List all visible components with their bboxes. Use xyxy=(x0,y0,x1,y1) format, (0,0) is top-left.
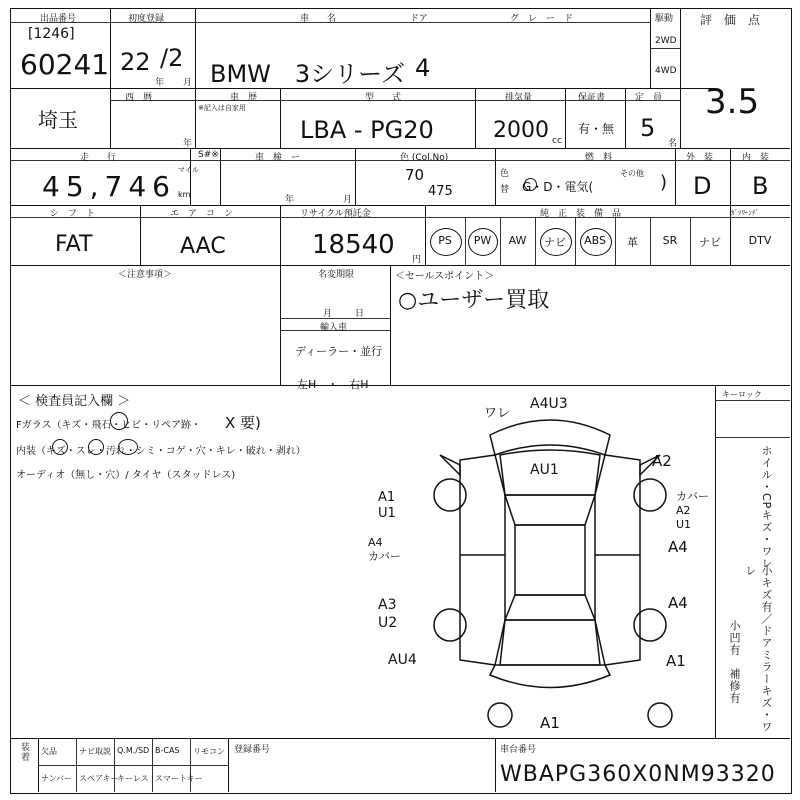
prefecture: 埼玉 xyxy=(38,108,78,132)
name-change-label: 名変期限 xyxy=(318,270,355,280)
door-label: ドア xyxy=(410,14,428,24)
car-diagram xyxy=(420,395,680,735)
drive-4wd: 4WD xyxy=(655,66,677,76)
first-reg-year: 22 xyxy=(120,48,151,76)
footer-remote: リモコン xyxy=(193,747,225,756)
footer-side-label: 装着 xyxy=(19,742,29,762)
notes-label: ＜注意事項＞ xyxy=(118,270,173,280)
footer-navi-manual: ナビ取説 xyxy=(79,747,111,756)
car-name: BMW 3シリーズ xyxy=(210,60,405,88)
interior-line: 内装（キズ・スレ・汚れ・シミ・コゲ・穴・キレ・破れ・剥れ） xyxy=(16,446,306,457)
equip-ps-circle xyxy=(430,228,462,256)
displacement-label: 排気量 xyxy=(505,93,533,103)
note-a4u3: A4U3 xyxy=(530,396,568,412)
equip-sr: SR xyxy=(662,234,678,247)
month-unit: 月 xyxy=(323,309,333,319)
note-cover: カバー A2 U1 xyxy=(676,490,709,531)
year-unit: 年 xyxy=(183,139,193,149)
mile-label: マイル xyxy=(178,166,199,174)
eval-label: 評 価 点 xyxy=(700,13,761,27)
day-unit: 日 xyxy=(355,309,365,319)
note-a1-bottom: A1 xyxy=(540,714,560,732)
glass-chip-circle xyxy=(110,412,128,430)
color-change-label: 色替 xyxy=(500,169,510,195)
keylock-label: キーロック xyxy=(722,390,762,399)
capacity: 5 xyxy=(640,114,656,142)
row-divider xyxy=(10,265,790,266)
note-au4: AU4 xyxy=(388,652,417,668)
western-label: 西 暦 xyxy=(125,93,153,103)
drive-label: 駆動 xyxy=(655,14,674,24)
equip-aw: AW xyxy=(508,234,527,247)
footer-qm-sd: Q.M./SD xyxy=(117,746,150,755)
side-note-3: 小凹有 補修有 xyxy=(728,620,741,704)
note-a4-right-2: A4 xyxy=(668,594,688,612)
month-unit: 月 xyxy=(343,195,353,205)
recycle-fee: 18540 xyxy=(312,230,395,260)
footer-missing: 欠品 xyxy=(41,747,57,756)
s-label: S#※ xyxy=(198,150,219,160)
equip-navi: ナビ xyxy=(544,236,566,249)
sales-point-label: ＜セールスポイント＞ xyxy=(395,271,495,282)
footer-smart-key: スマートキー xyxy=(155,774,203,783)
inspector-title: ＜ 検査員記入欄 ＞ xyxy=(18,394,131,409)
equipment-label: 純 正 装 備 品 xyxy=(540,209,622,219)
month-unit: 月 xyxy=(183,78,193,88)
year-unit: 年 xyxy=(285,195,295,205)
interior-stain-circle xyxy=(118,439,138,455)
model-code: LBA - PG20 xyxy=(300,116,434,144)
side-note-1: ホイル・CPキズ・ワレ xyxy=(760,445,773,570)
air-conditioner: AAC xyxy=(180,234,226,259)
warranty-label: 保証書 xyxy=(578,93,606,103)
km-label: km xyxy=(178,190,191,199)
sales-point: ○ユーザー買取 xyxy=(398,288,550,313)
row-divider xyxy=(10,738,790,739)
equip-navi-circle xyxy=(540,228,572,256)
gasoline-circle xyxy=(524,178,537,191)
footer-bcas: B-CAS xyxy=(155,746,180,755)
exterior-label: 外 装 xyxy=(686,153,714,163)
note-a1-right: A1 xyxy=(666,652,686,670)
color-label: 色 (Col.No) xyxy=(400,153,449,163)
color-code-alt: 475 xyxy=(428,184,453,199)
chassis-label: 車台番号 xyxy=(500,745,537,755)
note-a4-cover: A4 カバー xyxy=(368,536,401,563)
equip-pw: PW xyxy=(473,234,492,247)
lot-number: 60241 xyxy=(20,48,110,81)
cc-unit: cc xyxy=(552,136,562,146)
warranty-options: 有・無 xyxy=(578,122,615,136)
capacity-label: 定 員 xyxy=(635,93,663,103)
equip-leather: 革 xyxy=(627,236,638,249)
note-crack: ワレ xyxy=(484,406,511,421)
note-a3u2: A3 U2 xyxy=(378,597,398,631)
exterior-grade: D xyxy=(693,172,712,200)
ac-label: エ ア コ ン xyxy=(170,209,234,219)
mileage-label: 走 行 xyxy=(80,153,117,163)
lot-label: 出品番号 xyxy=(40,14,77,24)
lot-sub: [1246] xyxy=(28,26,75,42)
shift: FAT xyxy=(55,232,93,257)
interior-label: 内 装 xyxy=(742,153,770,163)
row-divider xyxy=(10,385,790,386)
shift-label: シ フ ト xyxy=(50,209,96,219)
chassis-number: WBAPG360X0NM93320 xyxy=(500,762,776,787)
glass-mark: X 要) xyxy=(225,414,261,432)
glass-line: Fガラス（キズ・飛石・ヒビ・リペア跡・ xyxy=(16,420,202,431)
note-au1: AU1 xyxy=(530,462,559,478)
fuel-label: 燃 料 xyxy=(585,153,613,163)
note-a1u1: A1 U1 xyxy=(378,490,396,521)
equip-pw-circle xyxy=(468,228,498,256)
drive-2wd: 2WD xyxy=(655,36,677,46)
equip-abs: ABS xyxy=(584,234,606,247)
note-a4-right: A4 xyxy=(668,538,688,556)
interior-scratch-circle xyxy=(52,439,68,455)
footer-keyless: キーレス xyxy=(117,774,149,783)
footer-plate: ナンバー xyxy=(41,774,73,783)
import-label: 輸入車 xyxy=(320,323,348,333)
fuel-options: G・D・電気( xyxy=(522,180,594,194)
equip-ps: PS xyxy=(438,234,452,247)
history-label: 車 歴 xyxy=(230,93,258,103)
recycle-label: リサイクル預託金 xyxy=(300,209,371,219)
capacity-unit: 名 xyxy=(668,139,678,149)
year-unit: 年 xyxy=(155,78,165,88)
equip-abs-circle xyxy=(580,228,612,256)
model-label: 型 式 xyxy=(365,93,402,103)
registration-label: 登録番号 xyxy=(234,745,271,755)
yen-unit: 円 xyxy=(412,255,422,265)
interior-grade: B xyxy=(752,172,769,200)
equip-dtv: DTV xyxy=(748,234,772,247)
equipment-extra-label: ｶﾞｿﾘｰﾝﾃﾞ xyxy=(731,209,759,217)
doors: 4 xyxy=(415,54,431,82)
displacement: 2000 xyxy=(493,118,549,143)
audio-line: オーディオ（無し・穴）/ タイヤ（スタッドレス) xyxy=(16,470,236,481)
mileage: 45,746 xyxy=(42,170,176,203)
equip-navi-2: ナビ xyxy=(699,236,721,249)
first-reg-month: /2 xyxy=(160,44,184,72)
handle-options: 左H ・ 右H xyxy=(297,378,369,391)
fuel-other: その他 xyxy=(620,169,644,178)
note-a2: A2 xyxy=(652,452,672,470)
history-note: ※記入は自家用 xyxy=(198,104,246,112)
first-reg-label: 初度登録 xyxy=(128,14,165,24)
row-divider xyxy=(10,205,790,206)
interior-wear-circle xyxy=(88,439,104,455)
import-options: ディーラー・並行 xyxy=(295,345,383,358)
footer-spare-key: スペアキー xyxy=(79,774,119,783)
fuel-close: ) xyxy=(660,172,668,193)
inspection-label: 車 検 ー xyxy=(255,153,301,163)
eval-score: 3.5 xyxy=(705,82,760,122)
grade-label: グ レ ー ド xyxy=(510,14,574,24)
color-code: 70 xyxy=(405,166,425,184)
side-note-2: 小キズ有／ドアミラーキズ・ワレ xyxy=(744,565,773,733)
car-name-label: 車 名 xyxy=(300,14,337,24)
